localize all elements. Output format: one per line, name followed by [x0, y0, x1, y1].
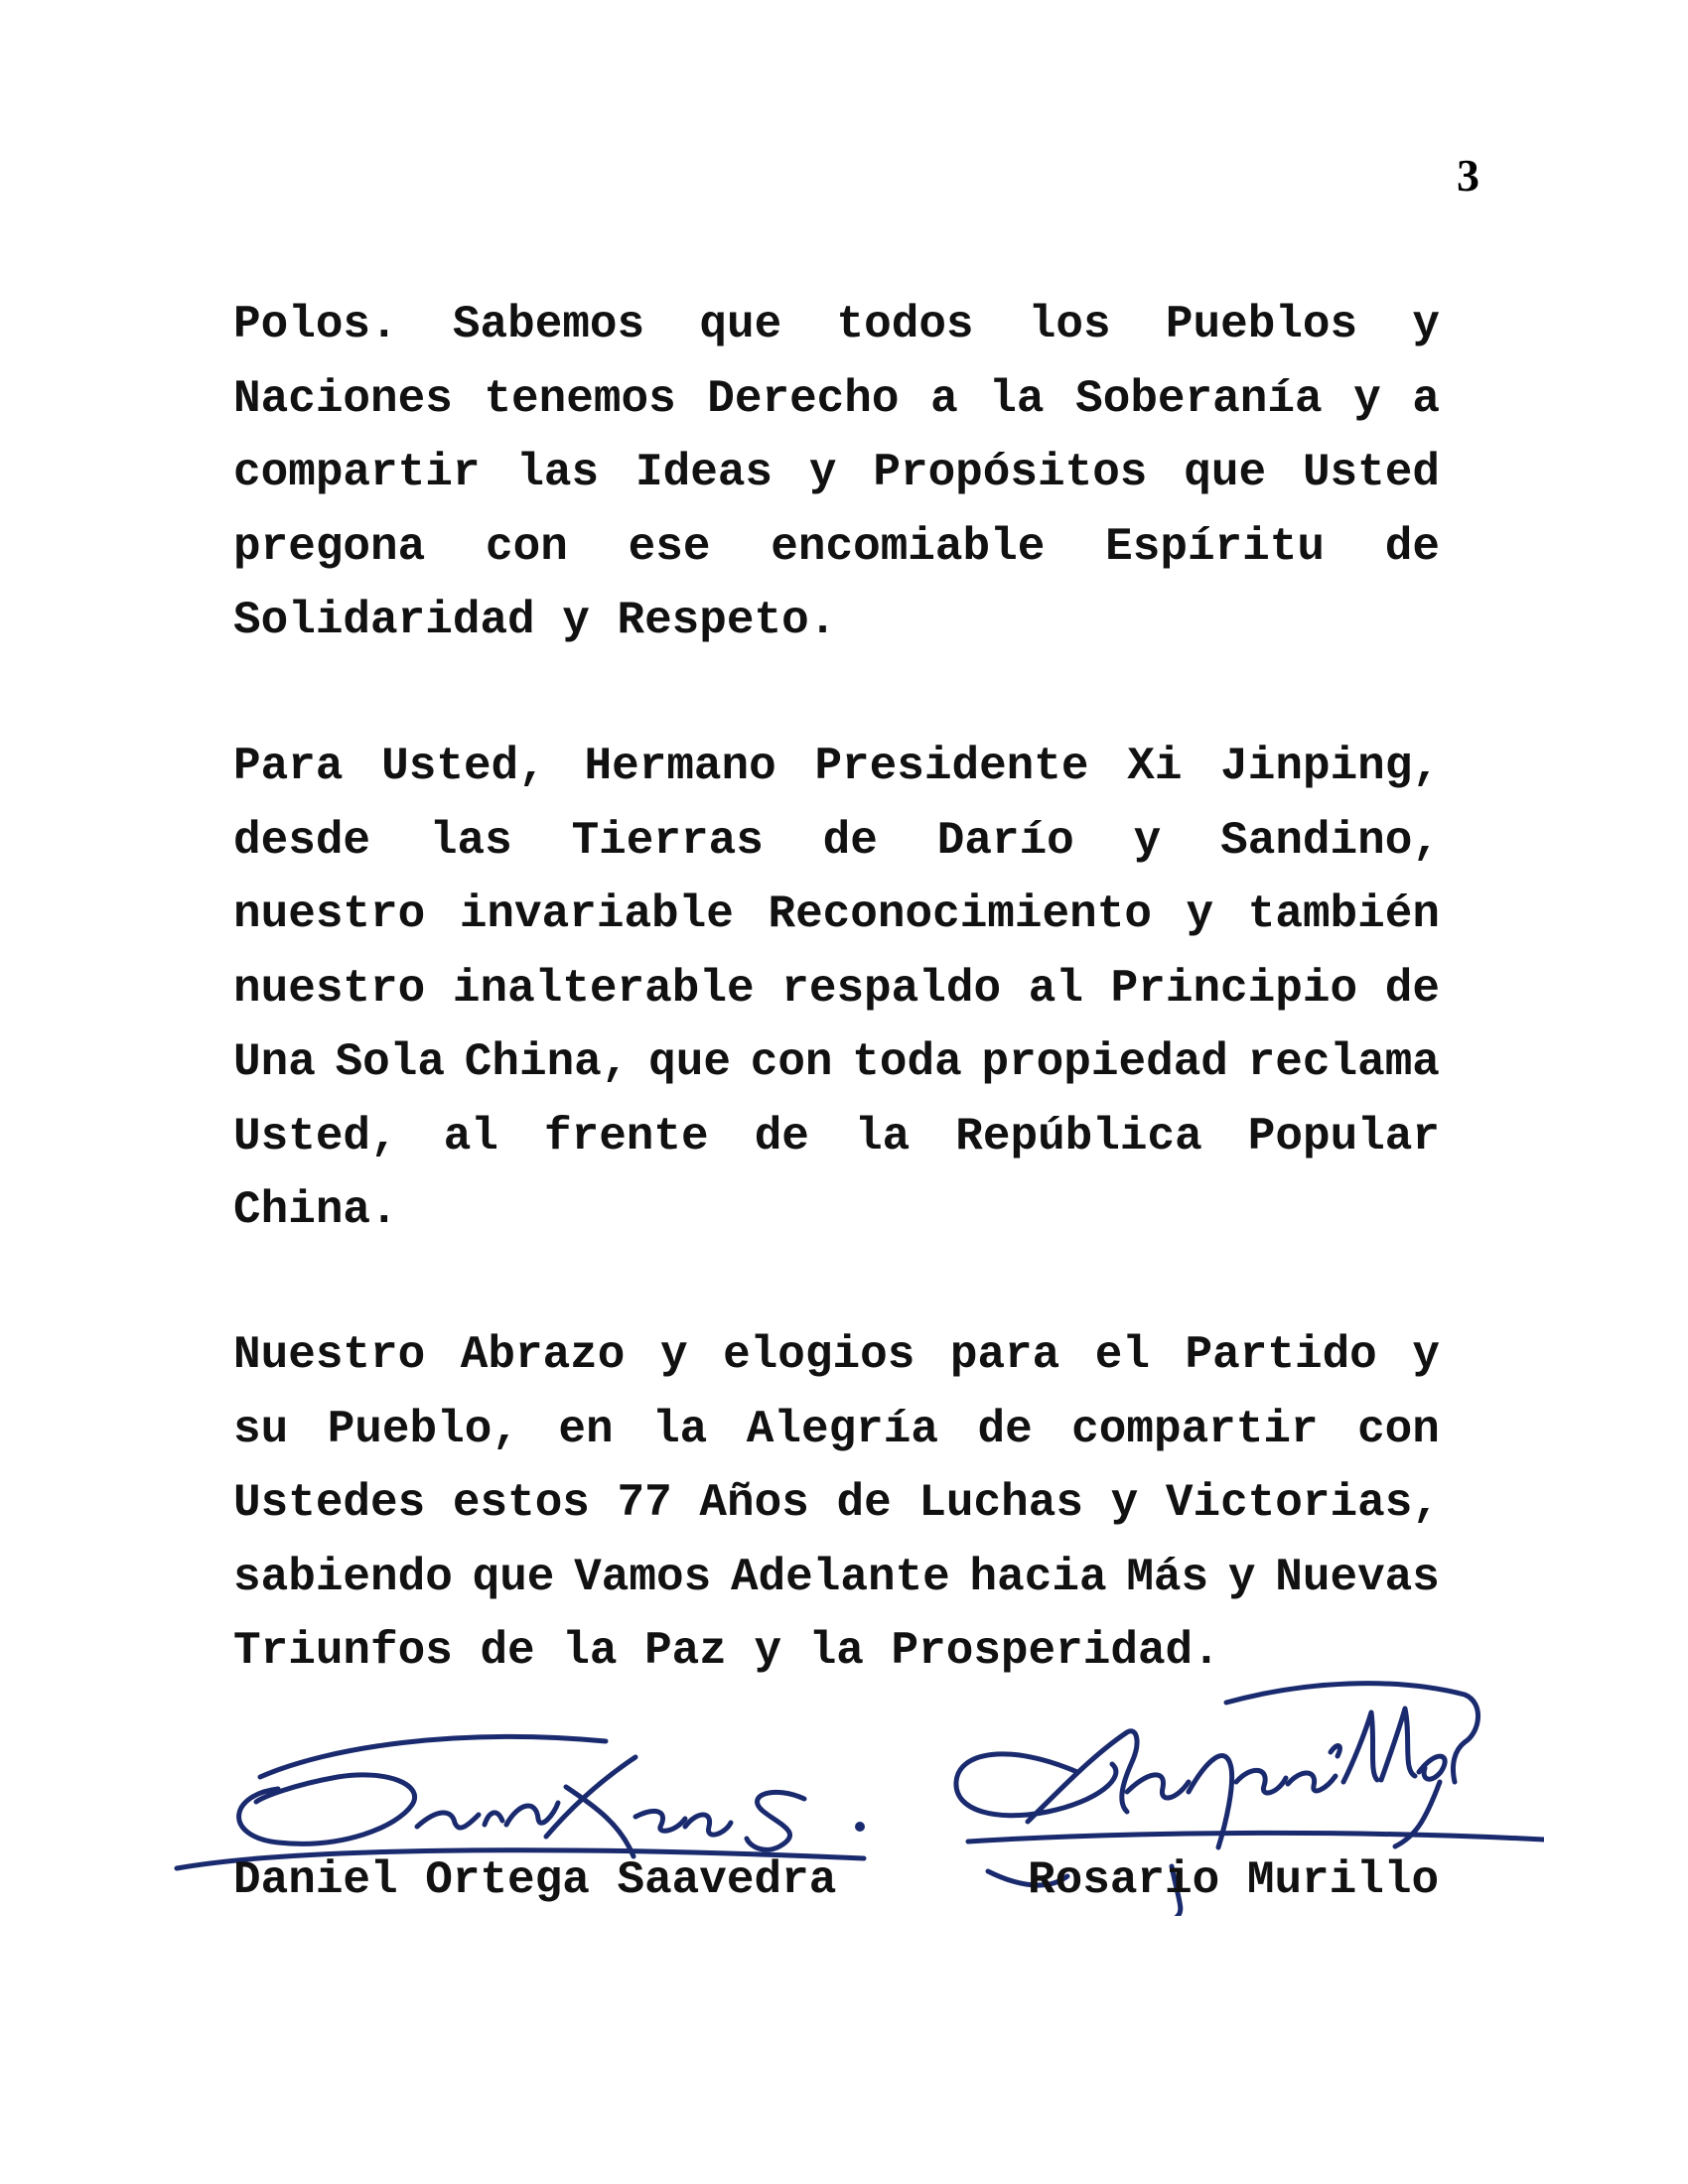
word: Una — [233, 1036, 316, 1088]
word: y — [1353, 372, 1381, 425]
word: Sola — [335, 1036, 445, 1088]
word: República — [955, 1110, 1202, 1162]
word: al — [1028, 962, 1083, 1015]
paragraph-line — [233, 362, 1440, 437]
word: todos — [836, 299, 974, 350]
word: Principio — [1110, 962, 1358, 1015]
word: Propósitos — [873, 447, 1148, 498]
word: compartir — [1071, 1403, 1319, 1455]
word: de — [822, 814, 878, 867]
paragraph-line — [233, 878, 1440, 952]
word: el — [1094, 1329, 1151, 1381]
word: sabiendo — [233, 1551, 453, 1603]
paragraph-line — [233, 1541, 1440, 1615]
signatory-name-daniel-ortega: Daniel Ortega Saavedra — [233, 1854, 837, 1906]
word: nuestro — [233, 962, 426, 1015]
word: y — [808, 447, 837, 498]
word: y — [659, 1329, 688, 1381]
word: al — [443, 1110, 498, 1162]
word: compartir — [233, 447, 481, 498]
word: las — [516, 447, 600, 498]
word: Naciones — [233, 372, 453, 425]
word: Darío — [936, 814, 1074, 867]
paragraph-line: China. — [233, 1184, 398, 1236]
word: Pueblo, — [327, 1403, 519, 1455]
word: pregona — [233, 520, 426, 573]
paragraph-3 — [233, 1318, 1440, 1689]
word: Abrazo — [460, 1329, 626, 1381]
word: Polos. — [233, 299, 398, 350]
word: Jinping, — [1220, 741, 1440, 792]
word: reclama — [1247, 1036, 1440, 1088]
paragraph-line: Solidaridad y Respeto. — [233, 595, 837, 646]
word: invariable — [459, 888, 734, 940]
word: Reconocimiento — [768, 888, 1152, 940]
word: Tierras — [571, 814, 764, 867]
word: de — [977, 1403, 1033, 1455]
word: elogios — [723, 1329, 915, 1381]
word: Usted, — [233, 1110, 398, 1162]
word: Sandino, — [1220, 814, 1440, 867]
paragraph-line — [233, 510, 1440, 585]
word: su — [233, 1403, 289, 1455]
word: y — [1412, 299, 1440, 350]
word: también — [1247, 888, 1440, 940]
paragraph-line — [233, 1393, 1440, 1467]
page-number: 3 — [1457, 150, 1479, 201]
word: la — [989, 372, 1045, 425]
word: los — [1028, 299, 1111, 350]
word: la — [854, 1110, 911, 1162]
word: que — [699, 299, 782, 350]
word: desde — [233, 814, 371, 867]
word: de — [836, 1477, 892, 1529]
word: encomiable — [771, 520, 1046, 573]
paragraph-line — [233, 730, 1440, 804]
word: inalterable — [452, 962, 755, 1015]
paragraph-line — [233, 1100, 1440, 1174]
word: y — [1133, 814, 1162, 867]
paragraph-line — [233, 1318, 1440, 1393]
word: Más — [1126, 1551, 1209, 1603]
word: que — [472, 1551, 555, 1603]
word: de — [1384, 962, 1440, 1015]
word: que — [648, 1036, 731, 1088]
word: con — [486, 520, 568, 573]
word: y — [1227, 1551, 1256, 1603]
word: las — [429, 814, 512, 867]
paragraph-1 — [233, 288, 1440, 658]
word: Años — [699, 1477, 809, 1529]
word: y — [1110, 1477, 1139, 1529]
word: Vamos — [574, 1551, 712, 1603]
word: ese — [628, 520, 711, 573]
word: estos — [452, 1477, 590, 1529]
word: Alegría — [746, 1403, 938, 1455]
word: Presidente — [814, 741, 1089, 792]
word: China, — [464, 1036, 630, 1088]
word: Hermano — [584, 741, 776, 792]
word: Partido — [1185, 1329, 1377, 1381]
word: en — [558, 1403, 614, 1455]
word: que — [1184, 447, 1267, 498]
word: Luchas — [918, 1477, 1083, 1529]
word: a — [930, 372, 958, 425]
word: Nuestro — [233, 1329, 426, 1381]
paragraph-line — [233, 804, 1440, 879]
word: nuestro — [233, 888, 426, 940]
word: Usted, — [381, 741, 546, 792]
word: respaldo — [781, 962, 1002, 1015]
paragraph-line: Triunfos de la Paz y la Prosperidad. — [233, 1625, 1220, 1677]
word: propiedad — [981, 1036, 1228, 1088]
paragraph-line — [233, 1466, 1440, 1541]
word: frente — [543, 1110, 709, 1162]
word: Ustedes — [233, 1477, 426, 1529]
word: con — [1357, 1403, 1440, 1455]
word: Usted — [1302, 447, 1440, 498]
word: Adelante — [730, 1551, 950, 1603]
word: 77 — [617, 1477, 672, 1529]
word: de — [754, 1110, 809, 1162]
word: para — [949, 1329, 1060, 1381]
paragraph-2 — [233, 730, 1440, 1248]
word: a — [1412, 372, 1440, 425]
word: toda — [852, 1036, 962, 1088]
paragraph-line — [233, 952, 1440, 1026]
word: Espíritu — [1105, 520, 1325, 573]
word: Xi — [1127, 741, 1183, 792]
word: de — [1384, 520, 1440, 573]
signatory-name-rosario-murillo: Rosario Murillo — [1028, 1854, 1440, 1906]
word: Pueblos — [1165, 299, 1358, 350]
word: hacia — [969, 1551, 1107, 1603]
word: y — [1412, 1329, 1440, 1381]
word: Victorias, — [1165, 1477, 1440, 1529]
word: Popular — [1247, 1110, 1440, 1162]
word: Para — [233, 741, 344, 792]
paragraph-line — [233, 436, 1440, 510]
word: con — [750, 1036, 833, 1088]
word: Ideas — [635, 447, 774, 498]
word: la — [652, 1403, 708, 1455]
paragraph-line — [233, 1025, 1440, 1100]
word: Nuevas — [1275, 1551, 1440, 1603]
word: Sabemos — [452, 299, 645, 350]
word: Derecho — [707, 372, 900, 425]
word: tenemos — [484, 372, 676, 425]
paragraph-line — [233, 288, 1440, 362]
word: y — [1186, 888, 1214, 940]
word: Soberanía — [1075, 372, 1323, 425]
